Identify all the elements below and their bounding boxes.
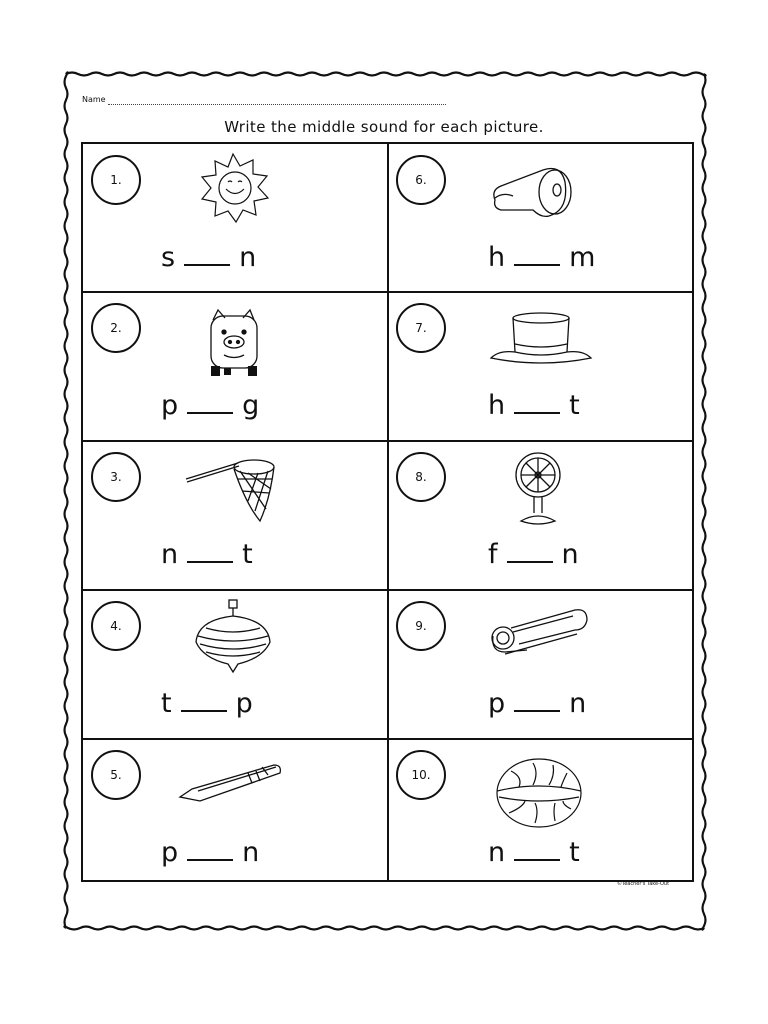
word-with-blank xyxy=(488,242,595,273)
word-with-blank xyxy=(161,390,259,421)
top-icon xyxy=(178,598,288,678)
item-number: 1. xyxy=(91,155,141,205)
item-number: 5. xyxy=(91,750,141,800)
net-icon xyxy=(178,449,288,529)
pen-icon xyxy=(178,753,288,833)
word-with-blank xyxy=(488,390,580,421)
last-letter: m xyxy=(569,242,596,273)
first-letter: f xyxy=(488,539,498,570)
answer-blank[interactable] xyxy=(514,837,560,861)
item-cell-8 xyxy=(388,441,692,590)
item-number: 6. xyxy=(396,155,446,205)
item-cell-5 xyxy=(83,739,388,880)
item-cell-6 xyxy=(388,144,692,292)
first-letter: n xyxy=(161,539,179,570)
word-with-blank xyxy=(488,837,580,868)
instructions: Write the middle sound for each picture. xyxy=(224,118,544,136)
item-number: 7. xyxy=(396,303,446,353)
answer-blank[interactable] xyxy=(507,539,553,563)
item-cell-1 xyxy=(83,144,388,292)
item-number: 4. xyxy=(91,601,141,651)
last-letter: t xyxy=(569,837,580,868)
first-letter: p xyxy=(488,688,506,719)
ham-icon xyxy=(483,152,593,232)
answer-blank[interactable] xyxy=(514,390,560,414)
answer-blank[interactable] xyxy=(187,837,233,861)
nut-icon xyxy=(483,751,593,831)
pig-icon xyxy=(178,300,288,380)
last-letter: t xyxy=(242,539,253,570)
fan-icon xyxy=(483,449,593,529)
item-number: 3. xyxy=(91,452,141,502)
answer-blank[interactable] xyxy=(184,242,230,266)
word-with-blank xyxy=(161,242,256,273)
word-with-blank xyxy=(488,688,586,719)
last-letter: n xyxy=(561,539,579,570)
item-number: 10. xyxy=(396,750,446,800)
first-letter: p xyxy=(161,390,179,421)
first-letter: h xyxy=(488,390,506,421)
first-letter: h xyxy=(488,242,506,273)
hat-icon xyxy=(483,300,593,380)
item-number: 2. xyxy=(91,303,141,353)
name-label: Name xyxy=(82,95,106,104)
answer-blank[interactable] xyxy=(181,688,227,712)
credit-text: ©Teacher's Take-Out xyxy=(617,881,670,887)
last-letter: g xyxy=(242,390,260,421)
item-cell-3 xyxy=(83,441,388,590)
item-cell-9 xyxy=(388,590,692,739)
word-with-blank xyxy=(161,688,253,719)
item-number: 8. xyxy=(396,452,446,502)
word-with-blank xyxy=(488,539,579,570)
last-letter: p xyxy=(235,688,253,719)
last-letter: n xyxy=(569,688,587,719)
pin-icon xyxy=(483,598,593,678)
worksheet-grid xyxy=(81,142,694,882)
item-cell-7 xyxy=(388,292,692,441)
item-cell-2 xyxy=(83,292,388,441)
word-with-blank xyxy=(161,539,253,570)
last-letter: n xyxy=(239,242,257,273)
first-letter: n xyxy=(488,837,506,868)
first-letter: p xyxy=(161,837,179,868)
name-line[interactable] xyxy=(108,104,446,105)
first-letter: t xyxy=(161,688,172,719)
item-number: 9. xyxy=(396,601,446,651)
last-letter: n xyxy=(242,837,260,868)
last-letter: t xyxy=(569,390,580,421)
answer-blank[interactable] xyxy=(514,242,560,266)
word-with-blank xyxy=(161,837,259,868)
item-cell-4 xyxy=(83,590,388,739)
sun-icon xyxy=(178,152,288,232)
answer-blank[interactable] xyxy=(187,539,233,563)
answer-blank[interactable] xyxy=(514,688,560,712)
item-cell-10 xyxy=(388,739,692,880)
first-letter: s xyxy=(161,242,176,273)
answer-blank[interactable] xyxy=(187,390,233,414)
